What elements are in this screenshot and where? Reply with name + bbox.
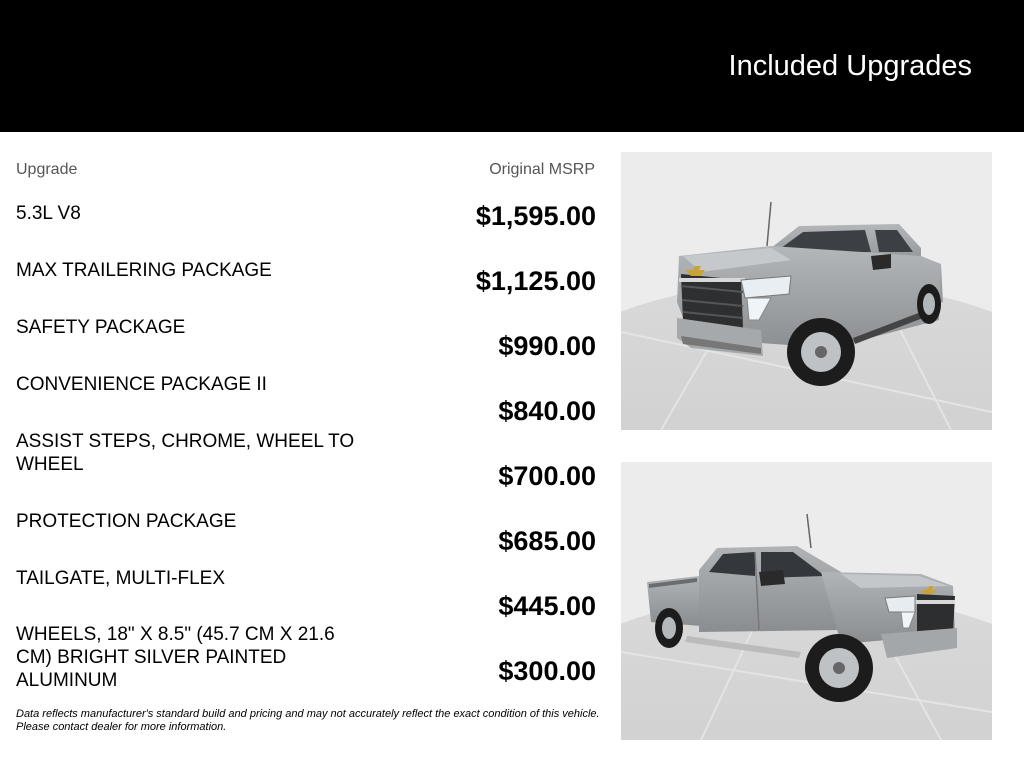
upgrade-price: $700.00: [498, 461, 596, 491]
pickup-truck-side-three-quarter-photo: [621, 462, 992, 740]
upgrade-price: $1,125.00: [475, 266, 596, 296]
pickup-truck-front-three-quarter-photo: [621, 152, 992, 430]
upgrade-name: SAFETY PACKAGE: [16, 317, 186, 338]
upgrade-price: $445.00: [498, 591, 596, 621]
upgrade-name: CONVENIENCE PACKAGE II: [16, 374, 267, 395]
page-title: Included Upgrades: [728, 50, 972, 82]
disclaimer-text: Data reflects manufacturer's standard build and pricing and may not accurately reflect the exact condition of this vehicle. Please contact dealer for more information.: [16, 708, 600, 733]
upgrade-name: WHEELS, 18" X 8.5" (45.7 CM X 21.6 CM) BRIGHT SILVER PAINTED ALUMINUM: [16, 624, 335, 691]
upgrade-name: ASSIST STEPS, CHROME, WHEEL TO WHEEL: [16, 431, 355, 475]
upgrade-price: $990.00: [498, 331, 596, 361]
upgrade-price: $685.00: [498, 526, 596, 556]
upgrade-name: MAX TRAILERING PACKAGE: [16, 260, 272, 281]
msrp-column-header: Original MSRP: [489, 161, 595, 178]
upgrade-column-header: Upgrade: [16, 161, 78, 178]
header-bar: [0, 0, 1024, 132]
upgrade-name: PROTECTION PACKAGE: [16, 511, 237, 532]
upgrade-name: TAILGATE, MULTI-FLEX: [16, 568, 226, 589]
upgrade-price: $840.00: [498, 396, 596, 426]
upgrade-name: 5.3L V8: [16, 203, 81, 224]
upgrade-price: $300.00: [498, 656, 596, 686]
upgrade-price: $1,595.00: [475, 201, 596, 231]
